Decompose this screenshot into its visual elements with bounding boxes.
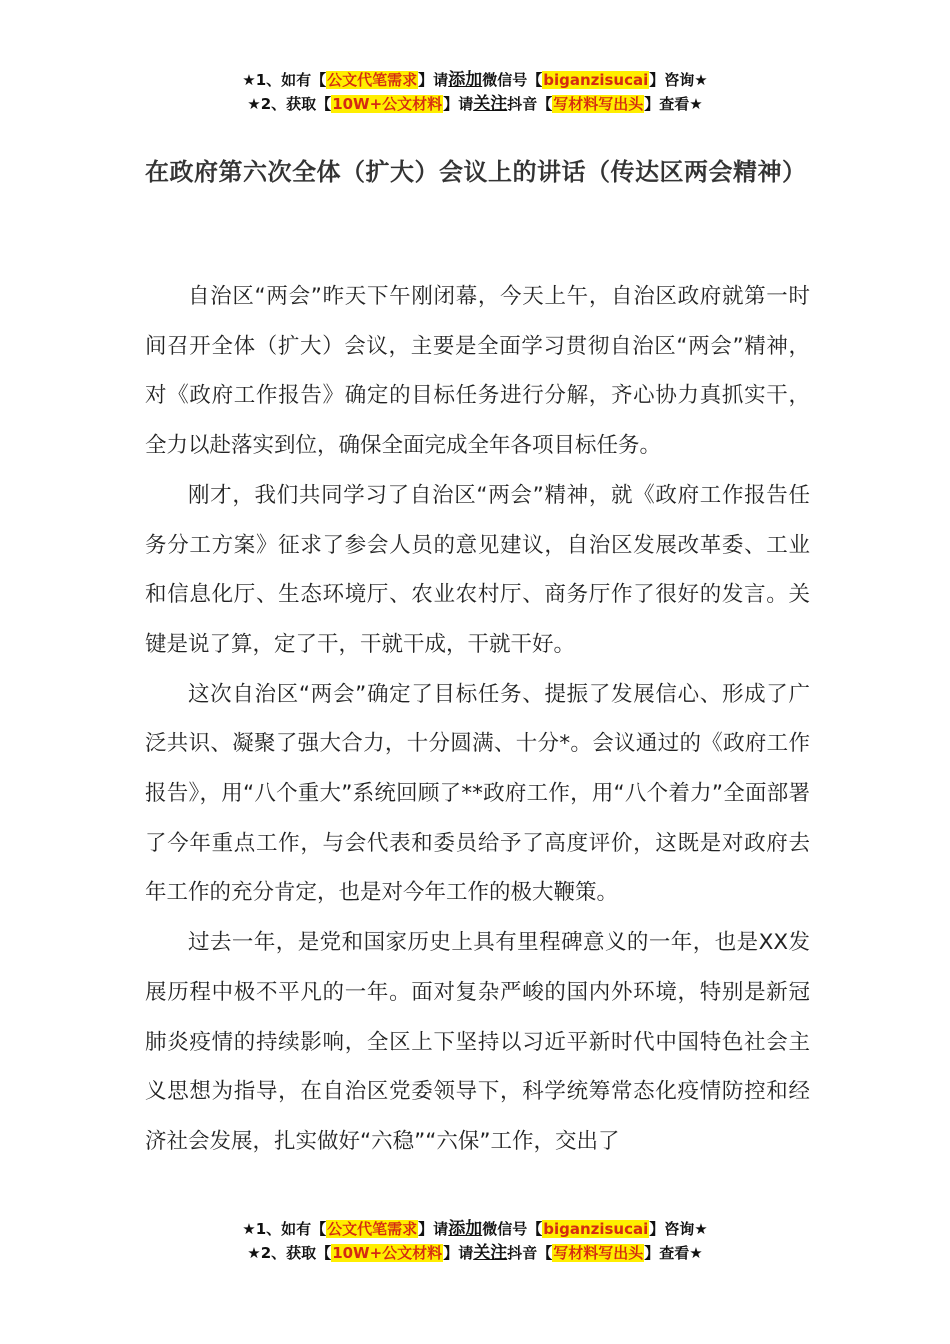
promo-emphasis: 关注 — [473, 1243, 508, 1263]
promo-text: ★2、获取【 — [247, 1244, 332, 1262]
promo-text: 微信号【 — [482, 1220, 543, 1238]
document-title: 在政府第六次全体（扩大）会议上的讲话（传达区两会精神） — [145, 158, 807, 186]
promo-line-2 — [0, 1241, 950, 1265]
promo-highlight: 10W+公文材料 — [332, 1244, 443, 1262]
promo-text: 】查看★ — [644, 95, 703, 113]
promo-highlight-wechat-id: biganzisucai — [543, 71, 649, 89]
promo-line-2 — [0, 92, 950, 116]
promo-highlight-douyin-name: 写材料写出头 — [553, 1244, 644, 1262]
promo-line-1 — [0, 1217, 950, 1241]
promo-emphasis: 添加 — [448, 70, 483, 90]
promo-text: 】咨询★ — [649, 1220, 708, 1238]
promo-text: ★1、如有【 — [242, 71, 327, 89]
promo-highlight: 公文代笔需求 — [327, 1220, 418, 1238]
promo-line-1 — [0, 68, 950, 92]
promo-highlight: 10W+公文材料 — [332, 95, 443, 113]
promo-text: 】请 — [443, 1244, 474, 1262]
promo-text: ★2、获取【 — [247, 95, 332, 113]
body-paragraph: 刚才，我们共同学习了自治区“两会”精神，就《政府工作报告任务分工方案》征求了参会人员的意见建议，自治区发展改革委、工业和信息化厅、生态环境厅、农业农村厅、商务厅作了很好的发言。关键是说了算，定了干，干就干成，干就干好。 — [145, 482, 810, 657]
body-paragraph: 这次自治区“两会”确定了目标任务、提振了发展信心、形成了广泛共识、凝聚了强大合力，十分圆满、十分*。会议通过的《政府工作报告》，用“八个重大”系统回顾了**政府工作，用“八个着力”全面部署了今年重点工作，与会代表和委员给予了高度评价，这既是对政府去年工作的充分肯定，也是对今年工作的极大鞭策。 — [145, 681, 810, 906]
promo-highlight-wechat-id: biganzisucai — [543, 1220, 649, 1238]
promo-text: 微信号【 — [482, 71, 543, 89]
body-paragraph: 过去一年，是党和国家历史上具有里程碑意义的一年，也是XX发展历程中极不平凡的一年。面对复杂严峻的国内外环境，特别是新冠肺炎疫情的持续影响，全区上下坚持以习近平新时代中国特色社会主义思想为指导，在自治区党委领导下，科学统筹常态化疫情防控和经济社会发展，扎实做好“六稳”“六保”工作，交出了 — [145, 930, 810, 1154]
promo-text: 】查看★ — [644, 1244, 703, 1262]
promo-text: 】请 — [418, 1220, 449, 1238]
promo-text: 】咨询★ — [649, 71, 708, 89]
document-body — [145, 272, 810, 1167]
promo-text: 】请 — [418, 71, 449, 89]
promo-text: 抖音【 — [507, 1244, 553, 1262]
promo-text: 抖音【 — [507, 95, 553, 113]
promo-highlight-douyin-name: 写材料写出头 — [553, 95, 644, 113]
footer-promo-banner — [0, 1217, 950, 1265]
promo-text: ★1、如有【 — [242, 1220, 327, 1238]
promo-emphasis: 添加 — [448, 1219, 483, 1239]
promo-highlight: 公文代笔需求 — [327, 71, 418, 89]
body-paragraph: 自治区“两会”昨天下午刚闭幕，今天上午，自治区政府就第一时间召开全体（扩大）会议，主要是全面学习贯彻自治区“两会”精神，对《政府工作报告》确定的目标任务进行分解，齐心协力真抓实干，全力以赴落实到位，确保全面完成全年各项目标任务。 — [145, 284, 810, 459]
header-promo-banner — [0, 68, 950, 116]
promo-text: 】请 — [443, 95, 474, 113]
promo-emphasis: 关注 — [473, 94, 508, 114]
